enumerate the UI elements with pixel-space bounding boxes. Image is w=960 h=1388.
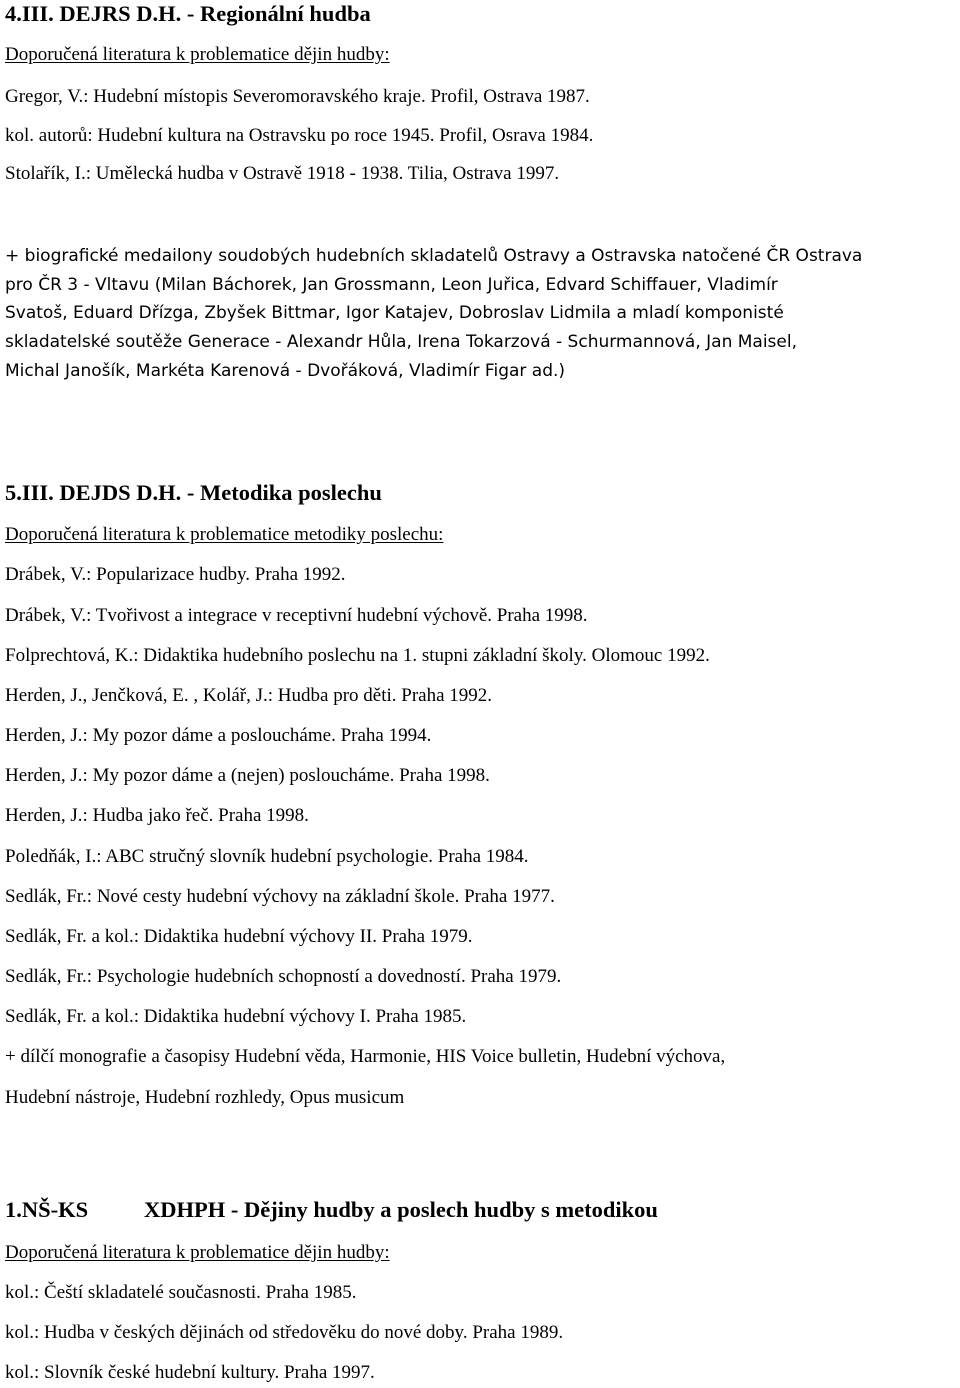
note-line: Michal Janošík, Markéta Karenová - Dvořáková, Vladimír Figar ad.) bbox=[5, 361, 566, 381]
section-1-code: 1.NŠ-KS bbox=[5, 1197, 89, 1222]
reference-entry: Sedlák, Fr.: Psychologie hudebních schopností a dovedností. Praha 1979. bbox=[5, 966, 562, 987]
note-line: skladatelské soutěže Generace - Alexandr Hůla, Irena Tokarzová - Schurmannová, Jan Maisel, bbox=[5, 332, 798, 352]
note-line: Svatoš, Eduard Dřízga, Zbyšek Bittmar, Igor Katajev, Dobroslav Lidmila a mladí komponisté bbox=[5, 303, 784, 323]
note-line: + biografické medailony soudobých hudebních skladatelů Ostravy a Ostravska natočené ČR Ostrava bbox=[5, 246, 863, 266]
note-line: Hudební nástroje, Hudební rozhledy, Opus musicum bbox=[5, 1087, 405, 1108]
section-4-subheading: Doporučená literatura k problematice dějin hudby: bbox=[5, 44, 390, 65]
reference-entry: kol. autorů: Hudební kultura na Ostravsku po roce 1945. Profil, Osrava 1984. bbox=[5, 125, 594, 146]
reference-entry: Drábek, V.: Tvořivost a integrace v receptivní hudební výchově. Praha 1998. bbox=[5, 605, 588, 626]
reference-entry: kol.: Čeští skladatelé současnosti. Praha 1985. bbox=[5, 1282, 357, 1303]
reference-entry: Gregor, V.: Hudební místopis Severomoravského kraje. Profil, Ostrava 1987. bbox=[5, 86, 590, 107]
reference-entry: Herden, J.: My pozor dáme a posloucháme. Praha 1994. bbox=[5, 725, 432, 746]
section-5-subheading: Doporučená literatura k problematice metodiky poslechu: bbox=[5, 524, 444, 545]
section-1-title: XDHPH - Dějiny hudby a poslech hudby s metodikou bbox=[144, 1197, 658, 1222]
reference-entry: Sedlák, Fr. a kol.: Didaktika hudební výchovy II. Praha 1979. bbox=[5, 926, 473, 947]
reference-entry: Sedlák, Fr. a kol.: Didaktika hudební výchovy I. Praha 1985. bbox=[5, 1006, 467, 1027]
note-line: + dílčí monografie a časopisy Hudební věda, Harmonie, HIS Voice bulletin, Hudební výchova, bbox=[5, 1046, 726, 1067]
reference-entry: Sedlák, Fr.: Nové cesty hudební výchovy na základní škole. Praha 1977. bbox=[5, 886, 555, 907]
reference-entry: kol.: Slovník české hudební kultury. Praha 1997. bbox=[5, 1362, 375, 1383]
reference-entry: Poledňák, I.: ABC stručný slovník hudební psychologie. Praha 1984. bbox=[5, 846, 529, 867]
section-5-heading: 5.III. DEJDS D.H. - Metodika poslechu bbox=[5, 480, 382, 505]
reference-entry: Herden, J.: Hudba jako řeč. Praha 1998. bbox=[5, 805, 309, 826]
note-line: pro ČR 3 - Vltavu (Milan Báchorek, Jan Grossmann, Leon Juřica, Edvard Schiffauer, Vladimír bbox=[5, 275, 778, 295]
reference-entry: Herden, J.: My pozor dáme a (nejen) posloucháme. Praha 1998. bbox=[5, 765, 490, 786]
section-4-heading: 4.III. DEJRS D.H. - Regionální hudba bbox=[5, 1, 371, 26]
reference-entry: Folprechtová, K.: Didaktika hudebního poslechu na 1. stupni základní školy. Olomouc 1992. bbox=[5, 645, 710, 666]
reference-entry: Stolařík, I.: Umělecká hudba v Ostravě 1918 - 1938. Tilia, Ostrava 1997. bbox=[5, 163, 560, 184]
reference-entry: kol.: Hudba v českých dějinách od středověku do nové doby. Praha 1989. bbox=[5, 1322, 564, 1343]
section-1-heading bbox=[5, 1196, 658, 1224]
reference-entry: Herden, J., Jenčková, E. , Kolář, J.: Hudba pro děti. Praha 1992. bbox=[5, 685, 493, 706]
section-1-subheading: Doporučená literatura k problematice dějin hudby: bbox=[5, 1242, 390, 1263]
reference-entry: Drábek, V.: Popularizace hudby. Praha 1992. bbox=[5, 564, 346, 585]
